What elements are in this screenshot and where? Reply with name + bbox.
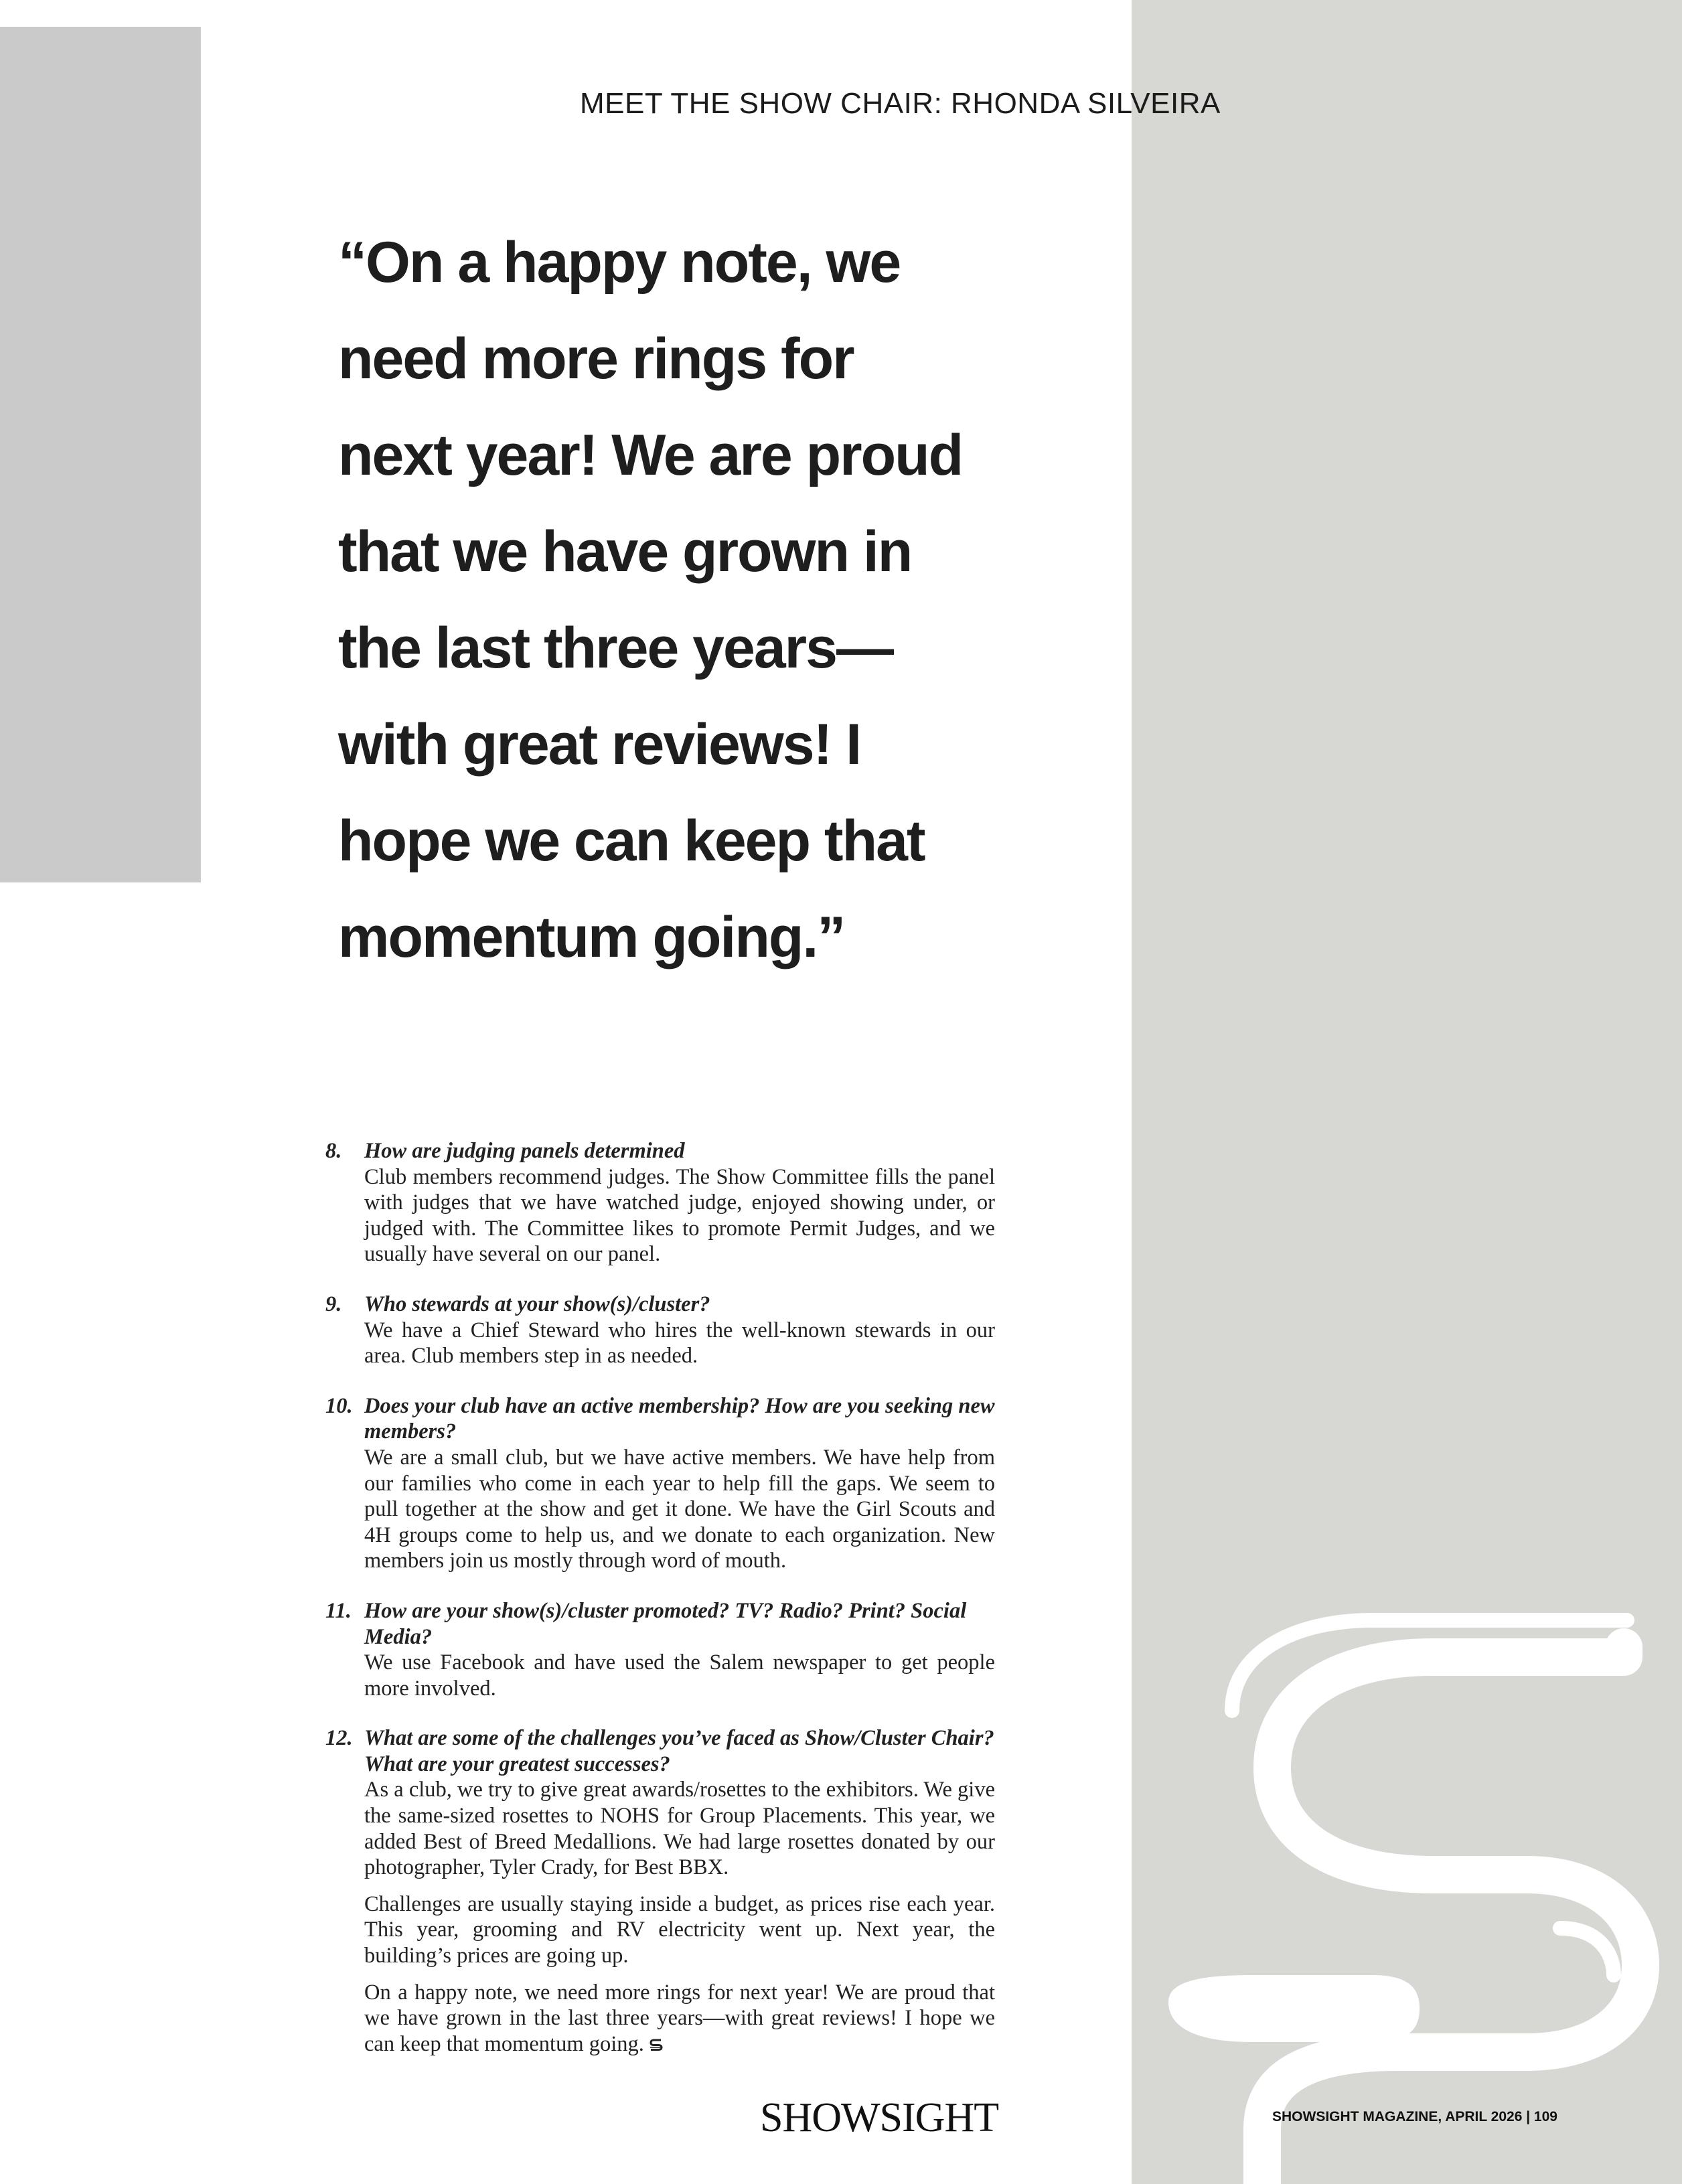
question: Does your club have an active membership? How are you seeking new members? xyxy=(364,1393,995,1444)
answer-paragraph: Challenges are usually staying inside a budget, as prices rise each year. This year, grooming and RV electricity went up. Next year, the building’s prices are going up. xyxy=(364,1891,995,1968)
qa-item-8 xyxy=(325,1138,995,1267)
question-number: 9. xyxy=(325,1292,342,1316)
pull-quote-line: with great reviews! I xyxy=(338,712,861,777)
pull-quote-line: hope we can keep that xyxy=(338,809,925,873)
answer-paragraph: We use Facebook and have used the Salem newspaper to get people more involved. xyxy=(364,1650,995,1701)
question-number: 11. xyxy=(325,1598,352,1623)
pull-quote-line: need more rings for xyxy=(338,327,854,391)
pull-quote-line: the last three years— xyxy=(338,616,893,680)
page-folio: SHOWSIGHT MAGAZINE, APRIL 2026 | 109 xyxy=(1272,2109,1557,2124)
pull-quote-line: that we have grown in xyxy=(338,520,912,584)
question: How are judging panels determined xyxy=(364,1139,685,1163)
answer-paragraph: As a club, we try to give great awards/rosettes to the exhibitors. We give the same-sized rosettes to NOHS for Group Placements. This year, we added Best of Breed Medallions. We had large rosettes donated by our photographer, Tyler Crady, for Best BBX. xyxy=(364,1778,995,1880)
showsight-s-end-mark-icon xyxy=(648,2037,664,2053)
qa-item-10 xyxy=(325,1393,995,1574)
question: How are your show(s)/cluster promoted? TV? Radio? Print? Social Media? xyxy=(364,1598,967,1649)
decorative-s-graphic xyxy=(1132,0,1682,2184)
right-side-panel xyxy=(1132,0,1682,2184)
qa-list xyxy=(325,1138,995,2081)
pull-quote-line: “On a happy note, we xyxy=(338,230,901,295)
answer-paragraph: We are a small club, but we have active members. We have help from our families who come in each year to help fill the gaps. We seem to pull together at the show and get it done. We have the Girl Scouts and 4H groups come to help us, and we donate to each organization. New members join us mostly through word of mouth. xyxy=(364,1445,995,1573)
showsight-logo: SHOWSIGHT xyxy=(760,2095,999,2140)
qa-item-11 xyxy=(325,1598,995,1701)
pull-quote-line: next year! We are proud xyxy=(338,423,963,487)
answer-paragraph-final xyxy=(364,1980,995,2057)
page-header: MEET THE SHOW CHAIR: RHONDA SILVEIRA xyxy=(580,87,1221,120)
question-number: 12. xyxy=(325,1726,353,1751)
answer-paragraph: We have a Chief Steward who hires the well-known stewards in our area. Club members step in as needed. xyxy=(364,1318,995,1369)
qa-item-12 xyxy=(325,1725,995,2057)
question: What are some of the challenges you’ve faced as Show/Cluster Chair? What are your greatest successes? xyxy=(364,1726,994,1776)
pull-quote-line: momentum going.” xyxy=(338,905,845,969)
pull-quote xyxy=(338,214,1128,986)
qa-item-9 xyxy=(325,1292,995,1369)
question-number: 10. xyxy=(325,1393,353,1418)
left-accent-bar xyxy=(0,27,201,882)
question-number: 8. xyxy=(325,1139,342,1163)
answer-paragraph: Club members recommend judges. The Show Committee fills the panel with judges that we have watched judge, enjoyed showing under, or judged with. The Committee likes to promote Permit Judges, and we usually have several on our panel. xyxy=(364,1164,995,1267)
answer-text: On a happy note, we need more rings for next year! We are proud that we have grown in the last three years—with great reviews! I hope we can keep that momentum going. xyxy=(364,1980,995,2056)
question: Who stewards at your show(s)/cluster? xyxy=(364,1292,710,1316)
